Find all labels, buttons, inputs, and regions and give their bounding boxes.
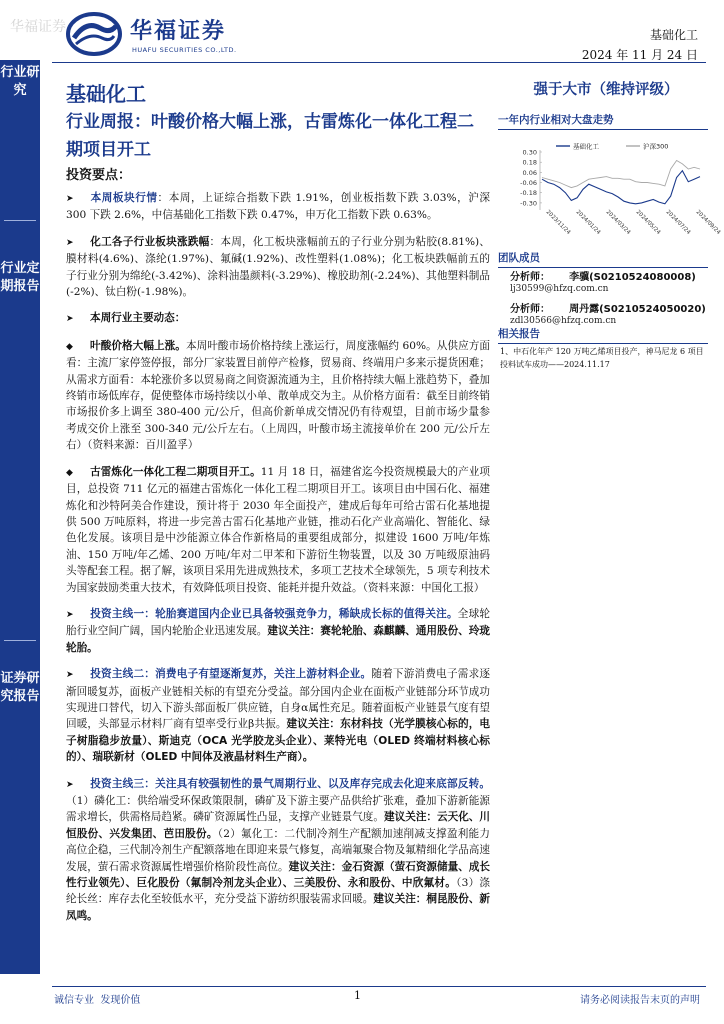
paragraph-theme-2 bbox=[66, 666, 490, 765]
paragraph-text: ：本周，上证综合指数下跌 1.91%，创业板指数下跌 3.03%，沪深 300 下跌 2.6%，中信基础化工指数下跌 0.47%，申万化工指数下跌 0.63%。 bbox=[66, 192, 491, 222]
paragraph-news-heading bbox=[66, 310, 490, 327]
recommend-list: 云天化、川恒股份、兴发集团、芭田股份。 bbox=[66, 811, 491, 840]
paragraph-heading: 本周板块行情 bbox=[90, 192, 158, 204]
report-sector: 基础化工 bbox=[66, 82, 146, 106]
related-report-link[interactable]: 1、中石化年产 120 万吨乙烯项目投产，神马尼龙 6 项目投料试车成功——2024.11.17 bbox=[500, 347, 704, 369]
header-sector: 基础化工 bbox=[649, 28, 698, 42]
recommend-label: 建议关注： bbox=[373, 893, 427, 906]
header-divider bbox=[52, 62, 706, 63]
paragraph-theme-1 bbox=[66, 606, 490, 656]
paragraph-text: 随着下游消费电子需求逐渐回暖复苏，面板产业链相关标的有望充分受益。部分国内企业在面板产业链部分环节成功实现进口替代，切入下游头部面板厂供应链，自身α属性充足。随着面板产业链景气度有望回暖，头部显示材料厂商有望率受行业β共振。 bbox=[66, 668, 490, 731]
arrow-bullet-icon: ➤ bbox=[66, 779, 74, 790]
arrow-bullet-icon: ➤ bbox=[66, 670, 74, 681]
x-tick-label: 2024/03/24 bbox=[604, 209, 632, 236]
header-date: 2024 年 11 月 24 日 bbox=[581, 48, 698, 62]
x-tick-label: 2024/01/24 bbox=[574, 209, 602, 236]
series-line-0 bbox=[542, 171, 700, 204]
analyst-name: 周丹露(S0210524050020) bbox=[569, 304, 706, 315]
legend-label: 基础化工 bbox=[573, 142, 599, 151]
logo-text-cn: 华福证券 bbox=[130, 19, 227, 44]
sidebar-divider bbox=[4, 640, 36, 641]
recommend-list: 赛轮轮胎、森麒麟、通用股份、玲珑轮胎。 bbox=[66, 625, 491, 654]
sidebar-label-securities-research: 证券研究报告 bbox=[0, 671, 40, 704]
paragraph-folic-acid bbox=[66, 338, 490, 454]
page-number: 1 bbox=[354, 989, 361, 1002]
analyst-1 bbox=[510, 268, 696, 283]
y-tick-label: -0.30 bbox=[520, 199, 537, 208]
analyst-label: 分析师： bbox=[510, 272, 550, 283]
watermark: 华福证券 bbox=[10, 19, 66, 35]
paragraph-heading: 古雷炼化一体化工程二期项目开工。 bbox=[90, 465, 261, 478]
y-tick-label: 0.06 bbox=[522, 168, 537, 177]
paragraph-text: （1）磷化工：供给端受环保政策限制，磷矿及下游主要产品供给扩张难，叠加下游新能源需求增长，供需格局趋紧。磷矿资源属性凸显，支撑产业链景气度。 bbox=[66, 795, 490, 824]
legend-label: 沪深300 bbox=[643, 142, 669, 151]
footer-divider bbox=[52, 986, 706, 987]
recommend-label: 建议关注： bbox=[267, 625, 321, 638]
paragraph-text: 11 月 18 日，福建省迄今投资规模最大的产业项目，总投资 711 亿元的福建古雷炼化一体化工程二期项目开工。该项目由中国石化、福建炼化和沙特阿美合作建设，预计将于 2030 年全面投产，建成后每年可给古雷石化基地提供 500 万吨原料，将进一步完善古雷石化基地产业链，推动石化产业高端化、智能化、绿色化发展。该项目是中沙能源立体合作新格局的重要组成部分，拟建设 1600 万吨/年炼油、150 万吨/年乙烯、200 万吨/年对二甲苯和下游衍生物装置，以及 30 万吨级原油码头等配套工程。据了解，该项目采用先进成熟技术，多项工艺技术全球领先，5 项专利技术为国家鼓励类重大技术，有效降低项目投资、能耗并提升效益。（资料来源：中国化工报） bbox=[66, 465, 491, 594]
arrow-bullet-icon: ➤ bbox=[66, 314, 74, 325]
analyst-name: 李骥(S0210524080008) bbox=[569, 272, 696, 283]
y-tick-label: -0.06 bbox=[520, 179, 537, 188]
paragraph-text: （3）涤纶长丝：库存去化至较低水平，充分受益下游纺织服装需求回暖。 bbox=[66, 877, 490, 906]
paragraph-heading: 投资主线一：轮胎赛道国内企业已具备较强竞争力，稀缺成长标的值得关注。 bbox=[90, 607, 458, 620]
logo-mark-icon bbox=[66, 12, 122, 56]
paragraph-heading: 化工各子行业板块涨跌幅 bbox=[90, 235, 210, 248]
related-section-title: 相关报告 bbox=[498, 326, 708, 344]
paragraph-subsectors bbox=[66, 234, 490, 301]
x-tick-label: 2024/07/24 bbox=[664, 209, 692, 236]
company-logo bbox=[66, 12, 256, 60]
sidebar-label-industry-research: 行业研究 bbox=[0, 65, 40, 98]
paragraph-heading: 投资主线二：消费电子有望逐渐复苏，关注上游材料企业。 bbox=[90, 668, 372, 681]
diamond-bullet-icon: ◆ bbox=[66, 467, 73, 478]
recommend-list: 金石资源（萤石资源储量、成长性行业领先）、巨化股份（氟制冷剂龙头企业）、三美股份、永和股份、中欣氟材。 bbox=[66, 860, 491, 890]
arrow-bullet-icon: ➤ bbox=[66, 609, 74, 620]
y-tick-label: 0.18 bbox=[522, 158, 537, 167]
key-points-label: 投资要点： bbox=[66, 168, 132, 183]
recommend-label: 建议关注： bbox=[286, 718, 341, 731]
y-tick-label: 0.30 bbox=[522, 148, 537, 157]
paragraph-heading: 叶酸价格大幅上涨。 bbox=[90, 339, 186, 352]
recommend-label: 建议关注： bbox=[384, 811, 438, 824]
footer-slogan: 诚信专业 发现价值 bbox=[54, 995, 141, 1006]
x-tick-label: 2024/09/24 bbox=[694, 209, 722, 236]
series-line-1 bbox=[542, 161, 700, 188]
paragraph-text: 全球轮胎行业空间广阔，国内轮胎企业迅速发展。 bbox=[66, 607, 491, 638]
analyst-2-email[interactable]: zdl30566@hfzq.com.cn bbox=[510, 316, 617, 326]
x-tick-label: 2023/11/24 bbox=[544, 209, 572, 236]
left-sidebar bbox=[0, 60, 40, 974]
recommend-label: 建议关注： bbox=[288, 860, 342, 873]
sidebar-divider bbox=[4, 220, 36, 221]
arrow-bullet-icon: ➤ bbox=[66, 237, 74, 248]
paragraph-market bbox=[66, 190, 490, 224]
report-body bbox=[66, 190, 490, 934]
paragraph-theme-3 bbox=[66, 776, 490, 925]
recommend-list: 东材科技（光学膜核心标的，电子树脂稳步放量）、斯迪克（OCA 光学胶龙头企业）、莱特光电（OLED 终端材料核心标的）、瑞联新材（OLED 中间体及液晶材料生产商）。 bbox=[66, 718, 491, 764]
paragraph-text: （2）氟化工：二代制冷剂生产配额加速削减支撑盈利能力高位企稳，三代制冷剂生产配额落地在即迎来景气修复，高端氟聚合物及氟精细化学品高速发展，萤石需求资源属性增强价格阶段性高位。 bbox=[66, 827, 490, 873]
logo-text-en: HUAFU SECURITIES CO.,LTD. bbox=[132, 46, 237, 54]
x-tick-label: 2024/05/24 bbox=[634, 209, 662, 236]
paragraph-text: 本周叶酸市场价格持续上涨运行，周度涨幅约 60%。从供应方面看：主流厂家停签停报，部分厂家装置目前停产检修，贸易商、终端用户多来示提货困难；从需求方面看：本轮涨价多以贸易商之间资源流通为主，且价格持续大幅上涨趋势下，叠加终销市场低库存，促使整体市场持续以小单、散单成交为主。从价格方面看：截至目前终销市场报价多上调至 380-400 元/公斤，但高价新单成交情况仍有待观望，目前市场少量参考成交价上涨至 300-340 元/公斤左右。（上周四，叶酸市场主流接单价在 200 元/公斤左右）（资料来源：百川盈孚） bbox=[66, 339, 490, 452]
paragraph-gulei bbox=[66, 464, 490, 596]
diamond-bullet-icon: ◆ bbox=[66, 341, 73, 352]
analyst-2 bbox=[510, 300, 706, 315]
chart-section-title: 一年内行业相对大盘走势 bbox=[498, 112, 708, 130]
sidebar-label-periodic-report: 行业定期报告 bbox=[0, 261, 40, 294]
analyst-1-email[interactable]: lj30599@hfzq.com.cn bbox=[510, 284, 609, 294]
relative-performance-chart bbox=[498, 142, 722, 236]
y-tick-label: -0.18 bbox=[520, 189, 537, 198]
rating: 强于大市（维持评级） bbox=[533, 82, 679, 98]
analyst-label: 分析师： bbox=[510, 304, 550, 315]
footer-disclaimer: 请务必阅读报告末页的声明 bbox=[580, 995, 700, 1006]
recommend-list: 桐昆股份、新凤鸣。 bbox=[66, 893, 491, 922]
team-section-title: 团队成员 bbox=[498, 250, 708, 268]
paragraph-heading: 投资主线三：关注具有较强韧性的景气周期行业、以及库存完成去化迎来底部反转。 bbox=[90, 777, 490, 790]
paragraph-heading: 本周行业主要动态： bbox=[90, 312, 186, 325]
paragraph-text: ：本周，化工板块涨幅前五的子行业分别为粘胶(8.81%)、膜材料(4.6%)、涤纶(1.97%)、氟碱(1.92%)、改性塑料(1.08%)；化工板块跌幅前五的子行业分别为绵纶(-3.42%)、涂料油墨颜料(-3.29%)、橡胶助剂(-2.24%)、其他塑料制品(-2%)、钛白粉(-1.98%)。 bbox=[66, 235, 491, 299]
arrow-bullet-icon: ➤ bbox=[66, 194, 74, 204]
report-title: 行业周报：叶酸价格大幅上涨，古雷炼化一体化工程二期项目开工 bbox=[66, 112, 474, 160]
